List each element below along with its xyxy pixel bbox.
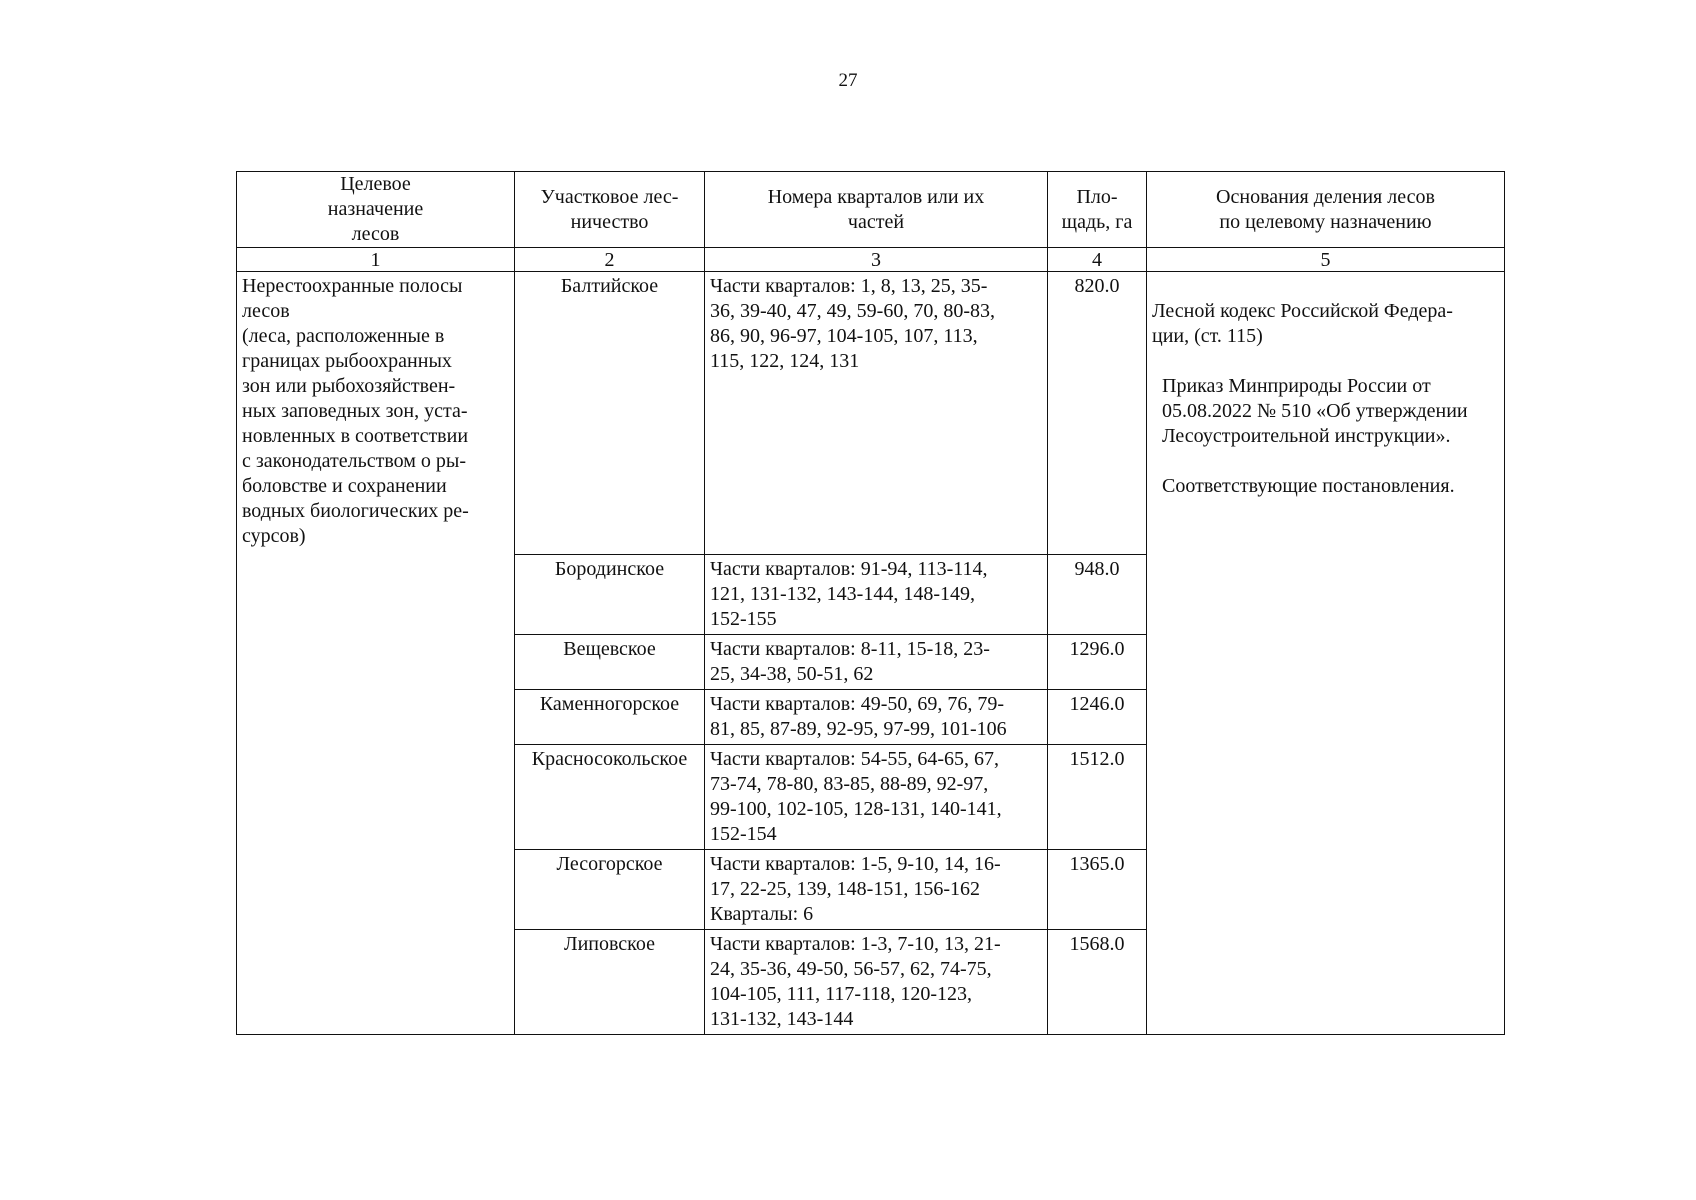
block-numbers: Части кварталов: 1-3, 7-10, 13, 21- 24, 35-36, 49-50, 56-57, 62, 74-75, 104-105, 111, 117-118, 120-123, 131-132, 143-144 <box>705 930 1048 1035</box>
area-value: 1246.0 <box>1048 690 1147 745</box>
purpose-cell: Нерестоохранные полосы лесов (леса, расположенные в границах рыбоохранных зон или рыбохозяйствен- ных заповедных зон, уста- новленных в соответствии с законодательством о ры- боловстве и сохранении водных биологических ре- сурсов) <box>237 272 515 1035</box>
basis-forest-code: Лесной кодекс Российской Федера- ции, (ст. 115) <box>1152 300 1453 347</box>
block-numbers: Части кварталов: 49-50, 69, 76, 79- 81, 85, 87-89, 92-95, 97-99, 101-106 <box>705 690 1048 745</box>
forest-purpose-table <box>236 171 1505 1035</box>
forestry-name: Вещевское <box>515 635 705 690</box>
forestry-name: Каменногорское <box>515 690 705 745</box>
area-value: 1365.0 <box>1048 850 1147 930</box>
column-number-row <box>237 248 1505 272</box>
block-numbers: Части кварталов: 8-11, 15-18, 23- 25, 34-38, 50-51, 62 <box>705 635 1048 690</box>
basis-ministry-order: Приказ Минприроды России от 05.08.2022 № 510 «Об утверждении Лесоустроительной инструкции». <box>1162 375 1468 447</box>
column-number: 5 <box>1147 248 1505 272</box>
column-number: 4 <box>1048 248 1147 272</box>
column-number: 2 <box>515 248 705 272</box>
forestry-name: Лесогорское <box>515 850 705 930</box>
header-area: Пло- щадь, га <box>1048 172 1147 248</box>
column-number: 3 <box>705 248 1048 272</box>
area-value: 1512.0 <box>1048 745 1147 850</box>
header-purpose: Целевое назначение лесов <box>237 172 515 248</box>
column-number: 1 <box>237 248 515 272</box>
forestry-name: Липовское <box>515 930 705 1035</box>
header-basis: Основания деления лесов по целевому назначению <box>1147 172 1505 248</box>
header-blocks: Номера кварталов или их частей <box>705 172 1048 248</box>
block-numbers: Части кварталов: 1-5, 9-10, 14, 16- 17, 22-25, 139, 148-151, 156-162 Кварталы: 6 <box>705 850 1048 930</box>
basis-cell <box>1147 272 1505 1035</box>
block-numbers: Части кварталов: 1, 8, 13, 25, 35- 36, 39-40, 47, 49, 59-60, 70, 80-83, 86, 90, 96-97, 104-105, 107, 113, 115, 122, 124, 131 <box>705 272 1048 555</box>
area-value: 820.0 <box>1048 272 1147 555</box>
table-header-row <box>237 172 1505 248</box>
table-row <box>237 272 1505 555</box>
area-value: 948.0 <box>1048 555 1147 635</box>
forestry-name: Красносокольское <box>515 745 705 850</box>
basis-resolutions: Соответствующие постановления. <box>1162 475 1455 497</box>
page-number: 27 <box>838 70 858 91</box>
forestry-name: Бородинское <box>515 555 705 635</box>
header-forestry: Участковое лес- ничество <box>515 172 705 248</box>
forestry-name: Балтийское <box>515 272 705 555</box>
block-numbers: Части кварталов: 91-94, 113-114, 121, 131-132, 143-144, 148-149, 152-155 <box>705 555 1048 635</box>
area-value: 1296.0 <box>1048 635 1147 690</box>
area-value: 1568.0 <box>1048 930 1147 1035</box>
block-numbers: Части кварталов: 54-55, 64-65, 67, 73-74, 78-80, 83-85, 88-89, 92-97, 99-100, 102-105, 128-131, 140-141, 152-154 <box>705 745 1048 850</box>
